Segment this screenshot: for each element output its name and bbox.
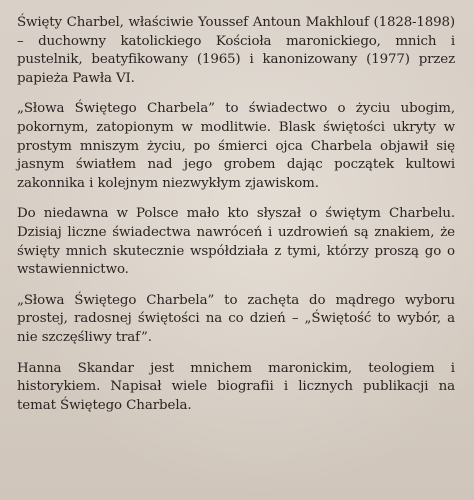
paragraph-book-summary: „Słowa Świętego Charbela” to świadectwo o życiu ubogim, pokornym, zatopionym w modlitwie. Blask świętości ukryty w prostym mniszym życiu, po śmierci ojca Charbela objawił się jasnym światłem nad jego grobem dając początek kultowi zakonnika i kolejnym niezwykłym zjawiskom. [17, 101, 455, 191]
cover-description [17, 14, 455, 415]
paragraph-poland-context: Do niedawna w Polsce mało kto słyszał o świętym Charbelu. Dzisiaj liczne świadectwa nawróceń i uzdrowień są znakiem, że święty mnich skutecznie współdziała z tymi, którzy proszą go o wstawiennictwo. [17, 206, 455, 278]
paragraph-biography: Święty Charbel, właściwie Youssef Antoun Makhlouf (1828-1898) – duchowny katolickiego Kościoła maronickiego, mnich i pustelnik, beatyfikowany (1965) i kanonizowany (1977) przez papieża Pawła VI. [17, 15, 455, 86]
paragraph-author-bio: Hanna Skandar jest mnichem maronickim, teologiem i historykiem. Napisał wiele biografii i licznych publikacji na temat Świętego Charbela. [17, 360, 455, 413]
paragraph-invitation: „Słowa Świętego Charbela” to zachęta do mądrego wyboru prostej, radosnej świętości na co dzień – „Świętość to wybór, a nie szczęśliwy traf”. [17, 292, 455, 345]
